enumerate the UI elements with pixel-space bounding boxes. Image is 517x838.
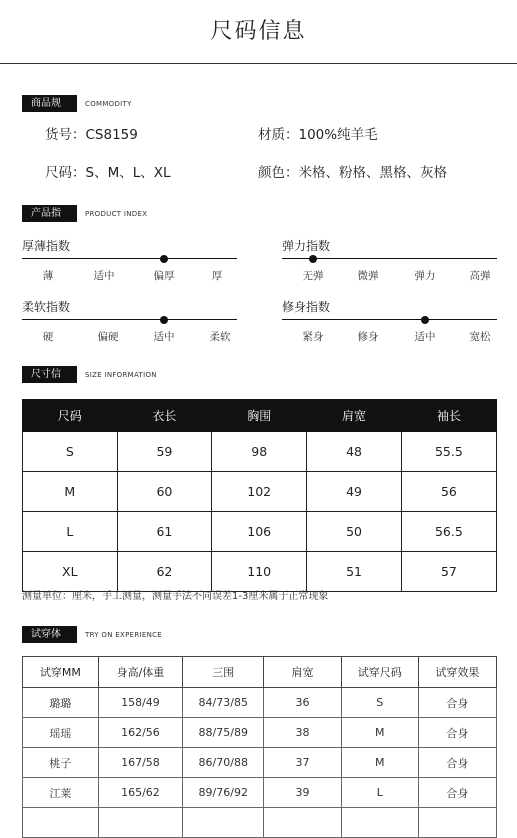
index-title: 修身指数 <box>282 300 331 314</box>
size-list: 尺码：S、M、L、XL <box>45 165 171 181</box>
measurements-col-header: 三围 <box>183 657 264 688</box>
table-cell: 38 <box>264 718 341 748</box>
index-scale-label: 弹力 <box>414 270 436 282</box>
table-cell: 桃子 <box>23 748 99 778</box>
shoulder-col-header: 肩宽 <box>264 657 341 688</box>
table-row <box>23 432 497 472</box>
title-divider <box>0 63 517 64</box>
fit-result-col-header: 试穿效果 <box>418 657 496 688</box>
size-table <box>22 399 497 592</box>
table-cell <box>98 808 182 838</box>
product-index-tag: 产品指数 <box>22 205 77 222</box>
commodity-section-header <box>22 95 132 126</box>
index-marker-dot <box>309 255 317 263</box>
table-cell: 59 <box>117 432 212 472</box>
table-cell: 56 <box>401 472 496 512</box>
index-scale-line <box>22 319 237 320</box>
index-scale-label: 紧身 <box>302 331 324 343</box>
index-marker-dot <box>160 255 168 263</box>
page-title: 尺码信息 <box>210 19 307 44</box>
table-cell: S <box>341 688 418 718</box>
table-cell: 110 <box>212 552 307 592</box>
index-scale-label: 适中 <box>414 331 436 343</box>
table-row <box>23 688 497 718</box>
table-cell: M <box>341 718 418 748</box>
table-cell: 60 <box>117 472 212 512</box>
table-cell: 55.5 <box>401 432 496 472</box>
shoulder-col-header: 肩宽 <box>307 400 402 432</box>
table-cell: 51 <box>307 552 402 592</box>
model-col-header: 试穿MM <box>23 657 99 688</box>
table-cell: L <box>341 778 418 808</box>
table-cell: 98 <box>212 432 307 472</box>
table-cell: S <box>23 432 118 472</box>
length-col-header: 衣长 <box>117 400 212 432</box>
table-cell: L <box>23 512 118 552</box>
index-scale-label: 无弹 <box>302 270 324 282</box>
table-row <box>23 512 497 552</box>
commodity-tag: 商品规格 <box>22 95 77 112</box>
table-cell: 56.5 <box>401 512 496 552</box>
table-cell: 合身 <box>418 718 496 748</box>
size-info-en-label: SIZE INFORMATION <box>85 370 157 379</box>
table-cell: 50 <box>307 512 402 552</box>
index-title: 柔软指数 <box>22 300 71 314</box>
table-cell: 84/73/85 <box>183 688 264 718</box>
index-scale-label: 厚 <box>211 270 223 282</box>
index-scale-label: 偏厚 <box>153 270 175 282</box>
material: 材质：100%纯羊毛 <box>258 127 378 143</box>
index-scale-label: 偏硬 <box>97 331 119 343</box>
table-cell <box>341 808 418 838</box>
table-cell <box>418 808 496 838</box>
index-marker-dot <box>160 316 168 324</box>
table-cell: 89/76/92 <box>183 778 264 808</box>
table-cell: 88/75/89 <box>183 718 264 748</box>
table-row <box>23 808 497 838</box>
table-cell: XL <box>23 552 118 592</box>
table-cell: 36 <box>264 688 341 718</box>
index-title: 弹力指数 <box>282 239 331 253</box>
table-cell: 86/70/88 <box>183 748 264 778</box>
try-on-en-label: TRY ON EXPERIENCE <box>85 630 163 639</box>
table-row <box>23 552 497 592</box>
table-cell: M <box>341 748 418 778</box>
table-cell: 璐璐 <box>23 688 99 718</box>
table-cell: 61 <box>117 512 212 552</box>
table-cell: 江莱 <box>23 778 99 808</box>
table-cell: 合身 <box>418 748 496 778</box>
height-weight-col-header: 身高/体重 <box>98 657 182 688</box>
table-cell: 162/56 <box>98 718 182 748</box>
table-row <box>23 472 497 512</box>
index-scale-label: 适中 <box>93 270 115 282</box>
index-scale-line <box>282 319 497 320</box>
index-scale-label: 薄 <box>42 270 54 282</box>
index-scale-label: 高弹 <box>469 270 491 282</box>
size-info-tag: 尺寸信息 <box>22 366 77 383</box>
chest-col-header: 胸围 <box>212 400 307 432</box>
table-cell: 167/58 <box>98 748 182 778</box>
index-scale-line <box>22 258 237 259</box>
table-row <box>23 748 497 778</box>
table-cell: 49 <box>307 472 402 512</box>
color-list: 颜色：米格、粉格、黑格、灰格 <box>258 165 447 181</box>
table-cell: 158/49 <box>98 688 182 718</box>
try-on-tag: 试穿体验 <box>22 626 77 643</box>
index-scale-label: 柔软 <box>209 331 231 343</box>
table-cell: 102 <box>212 472 307 512</box>
table-row <box>23 778 497 808</box>
sleeve-col-header: 袖长 <box>401 400 496 432</box>
table-cell: 48 <box>307 432 402 472</box>
tried-size-col-header: 试穿尺码 <box>341 657 418 688</box>
index-scale-label: 硬 <box>42 331 54 343</box>
table-cell: 62 <box>117 552 212 592</box>
table-cell: 165/62 <box>98 778 182 808</box>
index-scale-label: 宽松 <box>469 331 491 343</box>
table-cell <box>264 808 341 838</box>
item-number: 货号：CS8159 <box>45 127 138 143</box>
table-cell: M <box>23 472 118 512</box>
table-cell: 57 <box>401 552 496 592</box>
try-on-table <box>22 656 497 838</box>
size-col-header: 尺码 <box>23 400 118 432</box>
index-scale-label: 适中 <box>153 331 175 343</box>
table-cell <box>23 808 99 838</box>
table-cell: 39 <box>264 778 341 808</box>
table-cell: 106 <box>212 512 307 552</box>
table-cell: 合身 <box>418 688 496 718</box>
product-index-en-label: PRODUCT INDEX <box>85 209 148 218</box>
try-on-section-header <box>22 626 163 657</box>
product-index-section-header <box>22 205 148 236</box>
measurement-note: 测量单位：厘米，手工测量，测量手法不同误差1-3厘米属于正常现象 <box>22 591 329 602</box>
index-scale-label: 微弹 <box>357 270 379 282</box>
table-cell: 合身 <box>418 778 496 808</box>
index-title: 厚薄指数 <box>22 239 71 253</box>
size-info-section-header <box>22 366 157 397</box>
table-row <box>23 718 497 748</box>
table-cell: 37 <box>264 748 341 778</box>
index-marker-dot <box>421 316 429 324</box>
table-cell: 瑶瑶 <box>23 718 99 748</box>
index-scale-label: 修身 <box>357 331 379 343</box>
table-cell <box>183 808 264 838</box>
commodity-en-label: COMMODITY <box>85 99 132 108</box>
